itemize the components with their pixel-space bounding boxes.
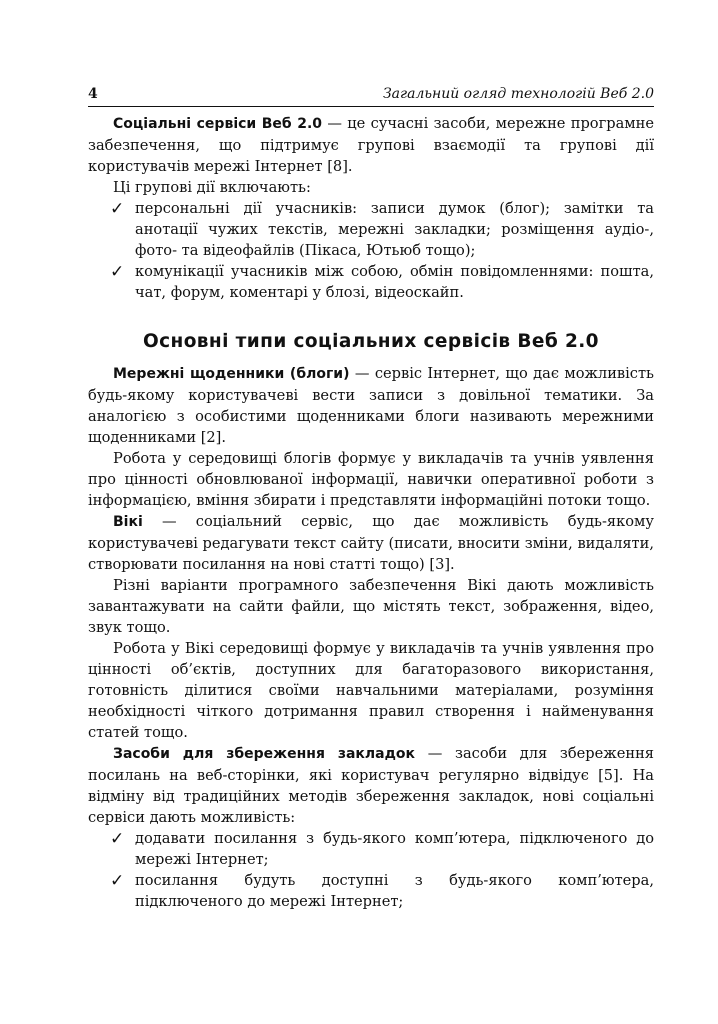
intro-term: Соціальні сервіси Веб 2.0 xyxy=(113,116,323,132)
wiki-definition: — соціальний сервіс, що дає можливість будь-якому користувачеві редагувати текст сайту (писати, вносити зміни, видаляти, створювати посилання на нові статті тощо) [3]. xyxy=(88,513,654,573)
wiki-term: Вікі xyxy=(113,514,143,530)
check-mark-icon: ✓ xyxy=(110,829,125,849)
blogs-work-paragraph: Робота у середовищі блогів формує у викладачів та учнів уявлення про цінності обновлюваної інформації, навички оперативної роботи з інформацією, вміння збирати і представляти інформаційні потоки тощо. xyxy=(88,450,654,509)
check-mark-icon: ✓ xyxy=(110,199,125,219)
running-title: Загальний огляд технологій Веб 2.0 xyxy=(382,86,654,102)
page-header xyxy=(88,86,654,107)
wiki-work-paragraph: Робота у Вікі середовищі формує у викладачів та учнів уявлення про цінності об’єктів, доступних для багаторазового використання, готовність ділитися своїми навчальними матеріалами, розуміння необхідності чіткого дотримання правил створення і найменування статей тощо. xyxy=(88,640,654,741)
wiki-paragraph xyxy=(88,511,654,575)
wiki-software-paragraph: Різні варіанти програмного забезпечення Вікі дають можливість завантажувати на сайти файли, що містять текст, зображення, відео, звук тощо. xyxy=(88,577,654,636)
blogs-definition: — сервіс Інтернет, що дає можливість будь-якому користувачеві вести записи з довільної тематики. За аналогією з особистими щоденниками блоги називають мережними щоденниками [2]. xyxy=(88,365,654,446)
bookmarks-term: Засоби для збереження закладок xyxy=(113,746,416,762)
check-mark-icon: ✓ xyxy=(110,871,125,891)
check-mark-icon: ✓ xyxy=(110,262,125,282)
intro-checklist xyxy=(88,198,654,303)
list-item-text: персональні дії учасників: записи думок (блог); замітки та анотації чужих текстів, мережні закладки; розміщення аудіо-, фото- та відеофайлів (Пікаса, Ютьюб тощо); xyxy=(135,200,654,259)
page-number: 4 xyxy=(88,86,98,102)
document-page xyxy=(88,86,654,912)
list-item xyxy=(88,198,654,261)
list-item-text: додавати посилання з будь-якого комп’ютера, підключеного до мережі Інтернет; xyxy=(135,830,654,868)
intro-paragraph xyxy=(88,113,654,177)
bookmarks-paragraph xyxy=(88,743,654,828)
blogs-paragraph xyxy=(88,363,654,448)
intro-lead: Ці групові дії включають: xyxy=(113,179,311,196)
list-item xyxy=(88,870,654,912)
list-item-text: комунікації учасників між собою, обмін повідомленнями: пошта, чат, форум, коментарі у блозі, відеоскайп. xyxy=(135,263,654,301)
bookmarks-checklist xyxy=(88,828,654,912)
bookmarks-definition: — засоби для збереження посилань на веб-сторінки, які користувач регулярно відвідує [5]. На відміну від традиційних методів збереження закладок, нові соціальні сервіси дають можливість: xyxy=(88,745,655,826)
blogs-term: Мережні щоденники (блоги) xyxy=(113,366,350,382)
section-heading: Основні типи соціальних сервісів Веб 2.0 xyxy=(143,331,599,352)
list-item-text: посилання будуть доступні з будь-якого комп’ютера, підключеного до мережі Інтернет; xyxy=(135,872,654,910)
list-item xyxy=(88,261,654,303)
list-item xyxy=(88,828,654,870)
intro-definition: — це сучасні засоби, мережне програмне забезпечення, що підтримує групові взаємодії та групові дії користувачів мережі Інтернет [8]. xyxy=(88,115,654,175)
